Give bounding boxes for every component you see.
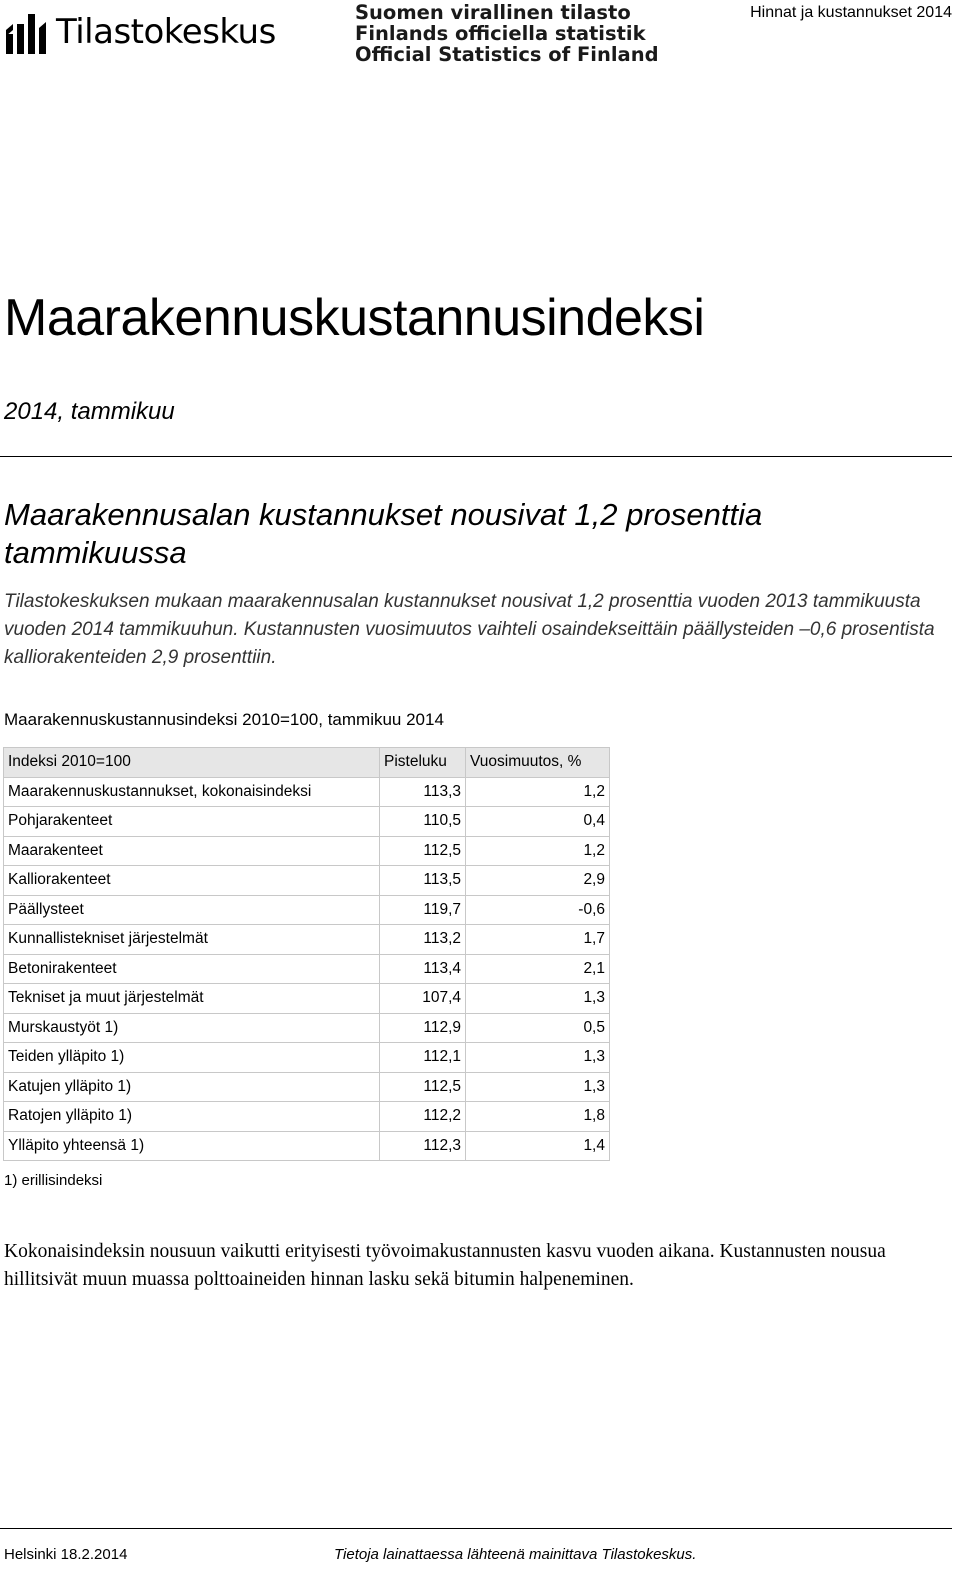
row-change: 1,8 — [466, 1102, 610, 1132]
table-row — [4, 866, 610, 896]
row-change: 0,5 — [466, 1013, 610, 1043]
table-title: Maarakennuskustannusindeksi 2010=100, tammikuu 2014 — [4, 710, 444, 729]
row-points: 110,5 — [380, 807, 466, 837]
table-row — [4, 895, 610, 925]
row-change: 1,7 — [466, 925, 610, 955]
headline: Maarakennusalan kustannukset nousivat 1,2 prosenttia tammikuussa — [4, 497, 763, 570]
column-header-change: Vuosimuutos, % — [466, 748, 610, 778]
row-label: Kunnallistekniset järjestelmät — [4, 925, 380, 955]
tilastokeskus-logo-icon — [4, 8, 50, 56]
row-points: 112,9 — [380, 1013, 466, 1043]
row-label: Katujen ylläpito 1) — [4, 1072, 380, 1102]
table-row — [4, 954, 610, 984]
row-change: 1,3 — [466, 1043, 610, 1073]
footer-divider — [0, 1528, 952, 1529]
row-points: 113,4 — [380, 954, 466, 984]
row-label: Betonirakenteet — [4, 954, 380, 984]
row-points: 119,7 — [380, 895, 466, 925]
series-title: Hinnat ja kustannukset 2014 — [750, 4, 952, 21]
stat-line-en: Official Statistics of Finland — [355, 43, 659, 66]
stat-line-sv: Finlands officiella statistik — [355, 22, 646, 45]
table-row — [4, 836, 610, 866]
table-footnote: 1) erillisindeksi — [4, 1172, 103, 1189]
row-label: Kalliorakenteet — [4, 866, 380, 896]
page-title: Maarakennuskustannusindeksi — [4, 289, 705, 347]
row-change: 1,2 — [466, 836, 610, 866]
page-subtitle: 2014, tammikuu — [4, 398, 175, 425]
lead-paragraph: Tilastokeskuksen mukaan maarakennusalan kustannukset nousivat 1,2 prosenttia vuoden 2013 tammikuusta vuoden 2014 tammikuuhun. Kustannusten vuosimuutos vaihteli osaindekseittäin päällysteiden –0,6 prosentista kalliorakenteiden 2,9 prosenttiin. — [4, 591, 935, 668]
stat-line-fi: Suomen virallinen tilasto — [355, 1, 631, 24]
row-change: 1,2 — [466, 777, 610, 807]
table-header-row — [4, 748, 610, 778]
row-change: 0,4 — [466, 807, 610, 837]
row-change: 2,9 — [466, 866, 610, 896]
row-label: Maarakennuskustannukset, kokonaisindeksi — [4, 777, 380, 807]
row-points: 112,1 — [380, 1043, 466, 1073]
table-row — [4, 984, 610, 1014]
row-points: 112,3 — [380, 1131, 466, 1161]
row-change: 2,1 — [466, 954, 610, 984]
row-label: Ratojen ylläpito 1) — [4, 1102, 380, 1132]
table-row — [4, 1043, 610, 1073]
divider — [0, 456, 952, 457]
row-label: Pohjarakenteet — [4, 807, 380, 837]
row-change: 1,3 — [466, 1072, 610, 1102]
logo-text: Tilastokeskus — [56, 12, 276, 52]
column-header-points: Pisteluku — [380, 748, 466, 778]
footer-place-date: Helsinki 18.2.2014 — [4, 1546, 128, 1563]
row-points: 113,2 — [380, 925, 466, 955]
tilastokeskus-logo — [4, 8, 276, 56]
row-label: Päällysteet — [4, 895, 380, 925]
row-label: Murskaustyöt 1) — [4, 1013, 380, 1043]
row-points: 112,5 — [380, 1072, 466, 1102]
table-row — [4, 1102, 610, 1132]
table-row — [4, 1013, 610, 1043]
body-paragraph: Kokonaisindeksin nousuun vaikutti erityisesti työvoimakustannusten kasvu vuoden aikana. Kustannusten nousua hillitsivät muun muassa polttoaineiden hinnan lasku sekä bitumin halpeneminen. — [4, 1241, 886, 1290]
row-change: 1,3 — [466, 984, 610, 1014]
row-label: Teiden ylläpito 1) — [4, 1043, 380, 1073]
row-points: 112,2 — [380, 1102, 466, 1132]
row-points: 113,5 — [380, 866, 466, 896]
row-label: Ylläpito yhteensä 1) — [4, 1131, 380, 1161]
row-change: 1,4 — [466, 1131, 610, 1161]
row-points: 112,5 — [380, 836, 466, 866]
table-row — [4, 777, 610, 807]
official-statistics-label — [355, 2, 659, 65]
table-row — [4, 1072, 610, 1102]
table-row — [4, 807, 610, 837]
row-points: 113,3 — [380, 777, 466, 807]
table-row — [4, 925, 610, 955]
row-label: Tekniset ja muut järjestelmät — [4, 984, 380, 1014]
row-points: 107,4 — [380, 984, 466, 1014]
index-table — [3, 747, 610, 1161]
table-row — [4, 1131, 610, 1161]
footer-citation: Tietoja lainattaessa lähteenä mainittava Tilastokeskus. — [334, 1546, 697, 1563]
row-label: Maarakenteet — [4, 836, 380, 866]
column-header-index: Indeksi 2010=100 — [4, 748, 380, 778]
row-change: -0,6 — [466, 895, 610, 925]
